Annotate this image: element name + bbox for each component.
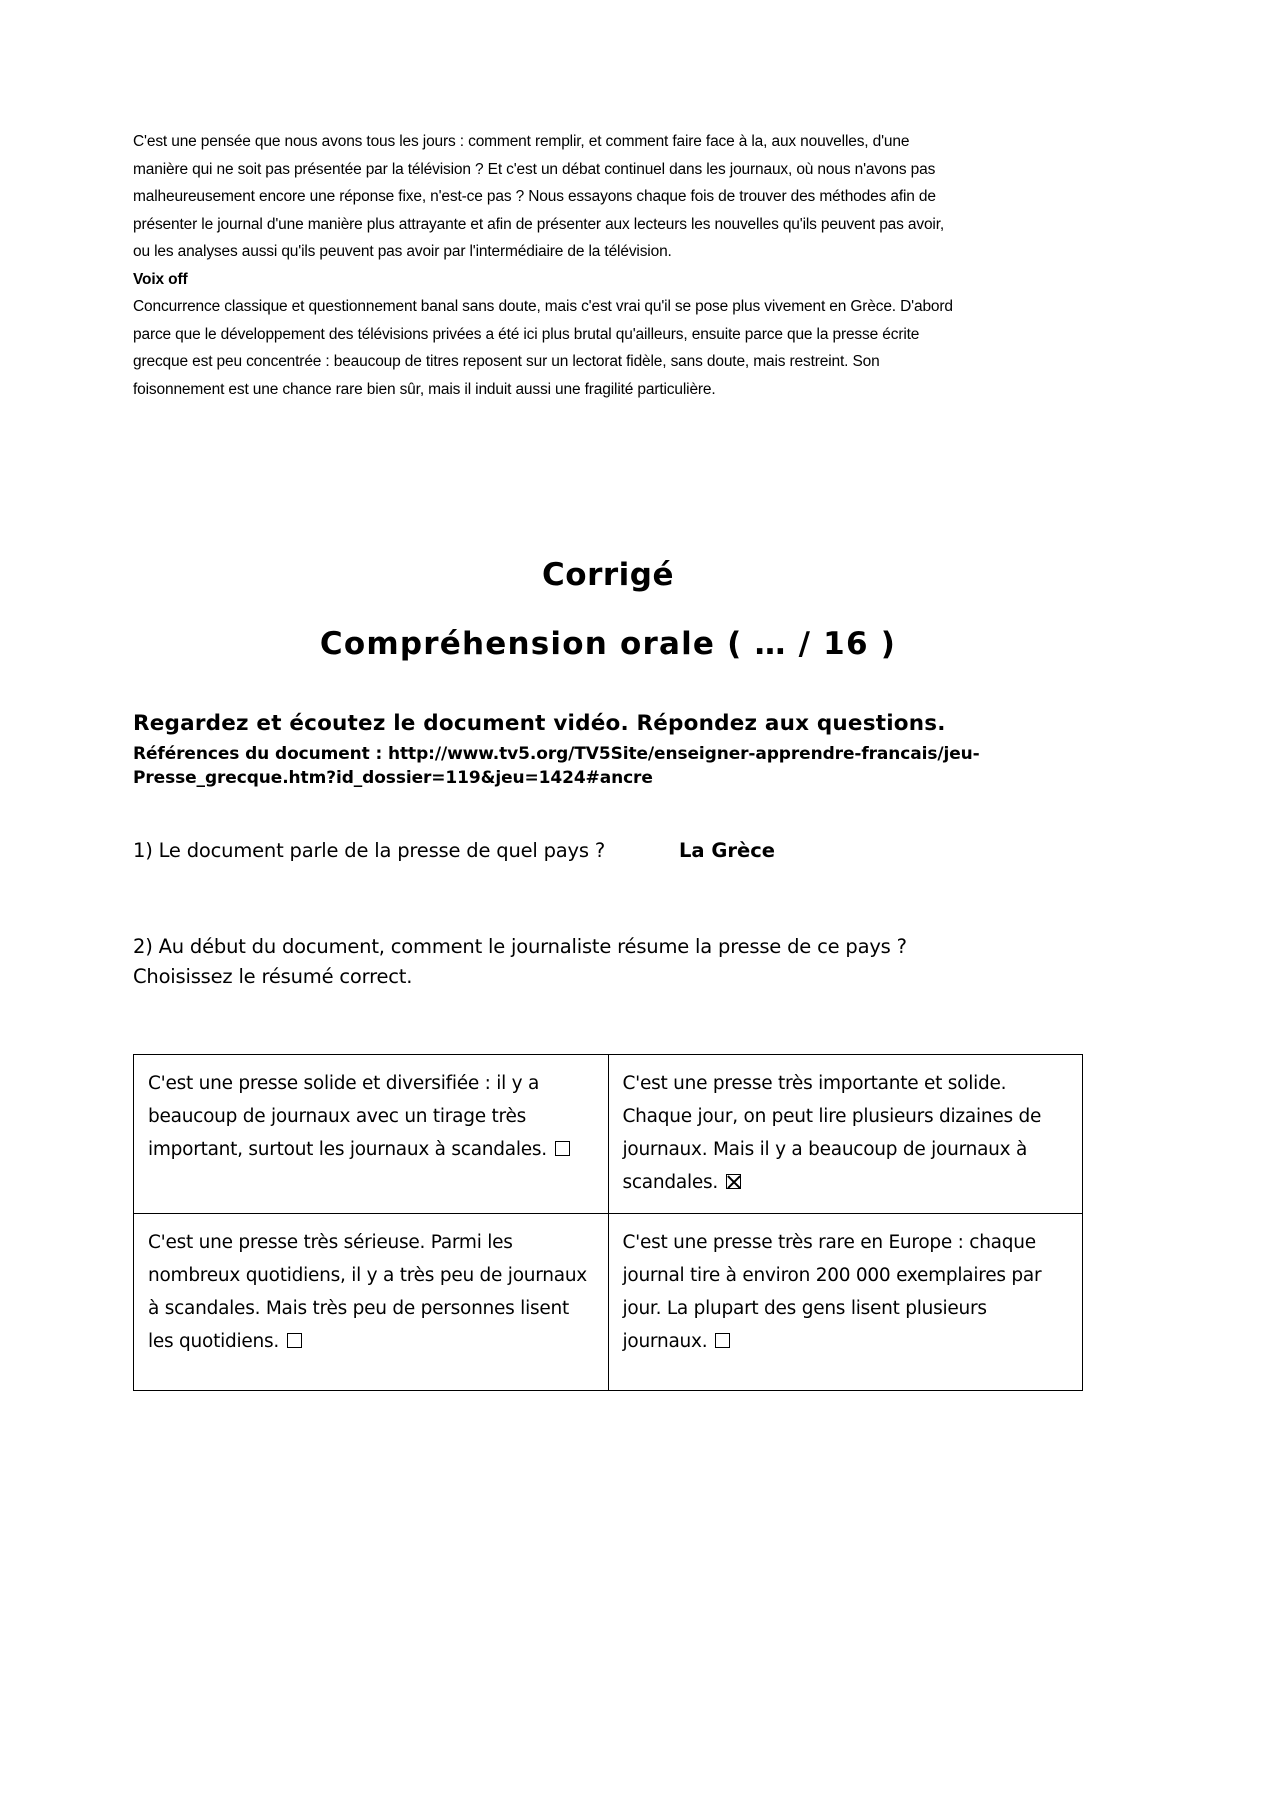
question-2-line-2: Choisissez le résumé correct. <box>133 965 413 988</box>
transcript-paragraph-1 <box>133 128 1083 266</box>
transcript-line: C'est une pensée que nous avons tous les jours : comment remplir, et comment faire face à la, aux nouvelles, d'une <box>133 133 910 150</box>
speaker-label-voix-off: Voix off <box>133 270 188 288</box>
option-d-text: C'est une presse très rare en Europe : chaque journal tire à environ 200 000 exemplaires par jour. La plupart des gens lisent plusieurs journaux. <box>622 1232 1042 1352</box>
transcript-line: grecque est peu concentrée : beaucoup de titres reposent sur un lectorat fidèle, sans doute, mais restreint. Son <box>133 353 880 370</box>
transcript-line: ou les analyses aussi qu'ils peuvent pas avoir par l'intermédiaire de la télévision. <box>133 243 672 260</box>
question-2-line-1: 2) Au début du document, comment le journaliste résume la presse de ce pays ? <box>133 935 907 958</box>
question-1-text: 1) Le document parle de la presse de quel pays ? <box>133 839 605 862</box>
transcript-paragraph-2 <box>133 293 1083 403</box>
option-cell-b[interactable] <box>608 1055 1083 1214</box>
option-cell-d[interactable] <box>608 1214 1083 1391</box>
transcript-block <box>133 128 1083 403</box>
option-b-text: C'est une presse très importante et solide. Chaque jour, on peut lire plusieurs dizaines de journaux. Mais il y a beaucoup de journaux à scandales. <box>622 1073 1042 1193</box>
reference-line-2: Presse_grecque.htm?id_dossier=119&jeu=1424#ancre <box>133 768 653 788</box>
option-c-checkbox[interactable] <box>287 1333 302 1348</box>
transcript-line: présenter le journal d'une manière plus attrayante et afin de présenter aux lecteurs les nouvelles qu'ils peuvent pas avoir, <box>133 215 945 233</box>
transcript-line: parce que le développement des télévisions privées a été ici plus brutal qu'ailleurs, ensuite parce que la presse écrite <box>133 325 920 343</box>
page-title: Corrigé <box>542 557 674 593</box>
page-content <box>133 128 1083 1391</box>
option-cell-a[interactable] <box>134 1055 609 1214</box>
question-1-answer: La Grèce <box>679 839 776 862</box>
option-cell-c[interactable] <box>134 1214 609 1391</box>
option-a-text: C'est une presse solide et diversifiée : il y a beaucoup de journaux avec un tirage très important, surtout les journaux à scandales. <box>148 1073 547 1160</box>
instruction-text: Regardez et écoutez le document vidéo. Répondez aux questions. <box>133 711 946 736</box>
option-a-checkbox[interactable] <box>555 1141 570 1156</box>
question-2 <box>133 932 1083 992</box>
transcript-line: Concurrence classique et questionnement banal sans doute, mais c'est vrai qu'il se pose plus vivement en Grèce. D'abord <box>133 298 953 315</box>
table-row <box>134 1214 1083 1391</box>
option-d-checkbox[interactable] <box>715 1333 730 1348</box>
reference-line-1: Références du document : http://www.tv5.org/TV5Site/enseigner-apprendre-francais/jeu- <box>133 744 980 764</box>
table-row <box>134 1055 1083 1214</box>
document-references <box>133 742 1083 790</box>
answer-options-table <box>133 1054 1083 1391</box>
question-1 <box>133 836 1083 866</box>
option-c-text: C'est une presse très sérieuse. Parmi les nombreux quotidiens, il y a très peu de journaux à scandales. Mais très peu de personnes lisent les quotidiens. <box>148 1232 588 1352</box>
transcript-line: manière qui ne soit pas présentée par la télévision ? Et c'est un débat continuel dans les journaux, où nous n'avons pas <box>133 160 936 178</box>
transcript-line: malheureusement encore une réponse fixe, n'est-ce pas ? Nous essayons chaque fois de trouver des méthodes afin de <box>133 188 936 205</box>
option-b-checkbox[interactable] <box>726 1174 741 1189</box>
transcript-line: foisonnement est une chance rare bien sûr, mais il induit aussi une fragilité particulière. <box>133 380 716 398</box>
page-subtitle: Compréhension orale ( … / 16 ) <box>319 626 897 662</box>
